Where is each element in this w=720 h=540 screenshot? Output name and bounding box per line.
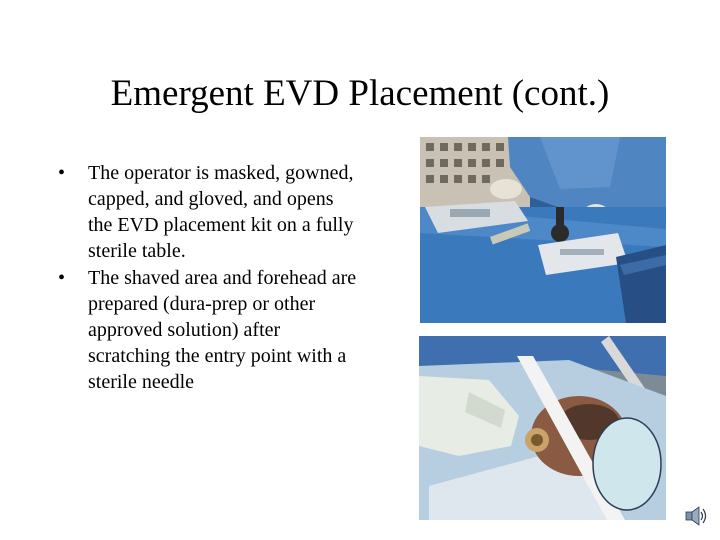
bullet-list	[58, 160, 358, 396]
bullet-text: The shaved area and forehead are prepared (dura-prep or other approved solution) after scratching the entry point with a sterile needle	[88, 267, 357, 393]
speaker-glyph	[684, 504, 708, 528]
bullet-item	[58, 160, 358, 264]
bullet-marker: •	[58, 267, 66, 289]
sterile-table-illustration	[420, 137, 666, 323]
bullet-marker: •	[58, 162, 66, 184]
photo-sterile-table	[420, 137, 666, 323]
bullet-text: The operator is masked, gowned, capped, and gloved, and opens the EVD placement kit on a fully sterile table.	[88, 162, 354, 262]
speaker-icon[interactable]	[684, 504, 708, 528]
slide-title: Emergent EVD Placement (cont.)	[110, 73, 610, 114]
photo-scalp-prep	[419, 336, 666, 520]
scalp-prep-illustration	[419, 336, 666, 520]
bullet-item	[58, 265, 358, 395]
